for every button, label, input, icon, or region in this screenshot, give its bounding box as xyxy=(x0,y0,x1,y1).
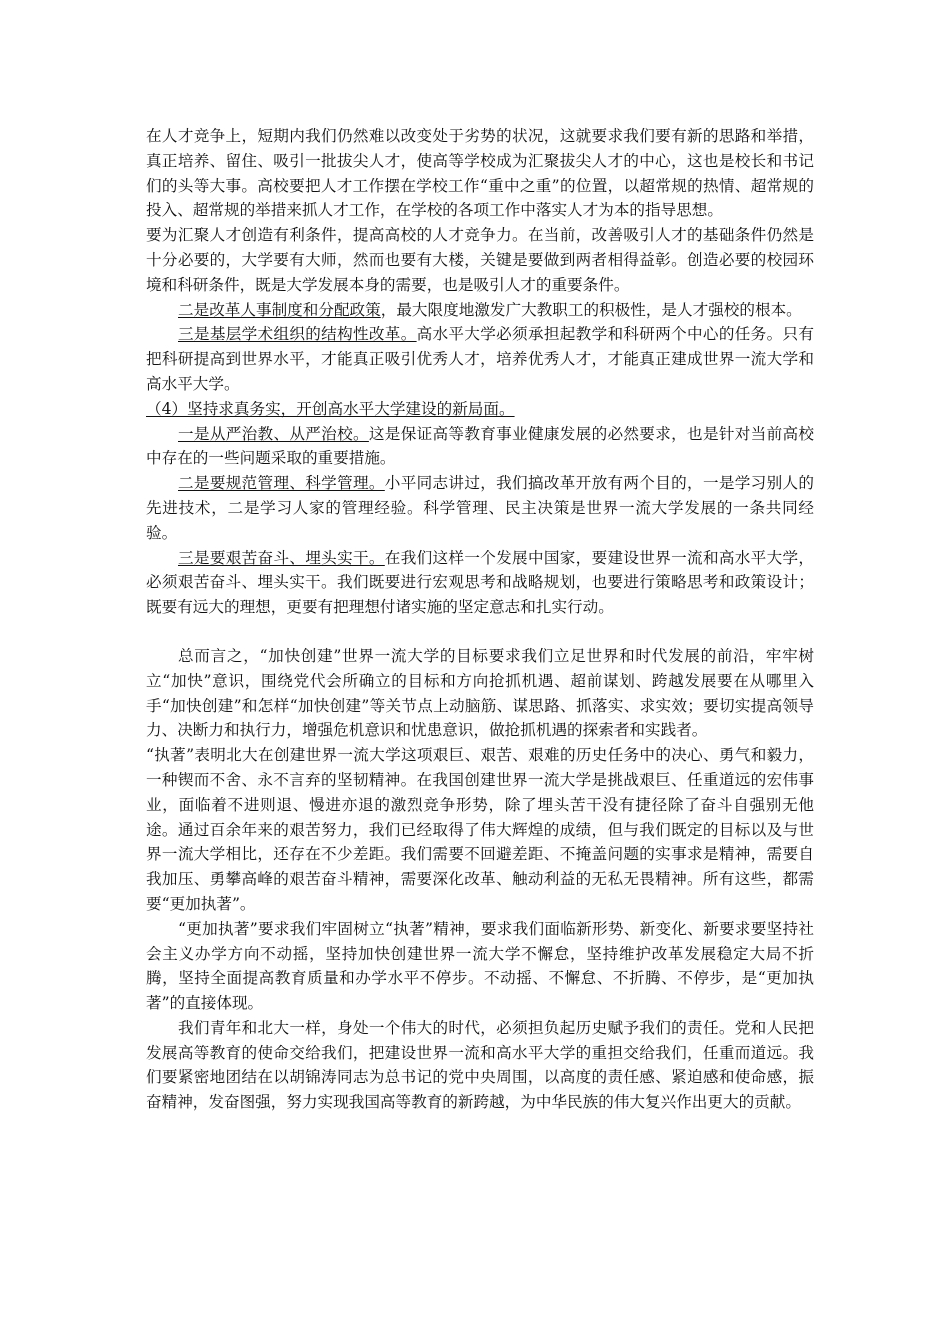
heading-seek-truth: （4）坚持求真务实，开创高水平大学建设的新局面。 xyxy=(146,399,515,418)
paragraph-youth-responsibility: 我们青年和北大一样，身处一个伟大的时代，必须担负起历史赋予我们的责任。党和人民把发展高等教育的使命交给我们，把建设世界一流和高水平大学的重担交给我们，任重而道远。我们要紧密地团结在以胡锦涛同志为总书记的党中央周围，以高度的责任感、紧迫感和使命感，振奋精神，发奋图强，努力实现我国高等教育的新跨越，为中华民族的伟大复兴作出更大的贡献。 xyxy=(146,1018,814,1112)
paragraph-more-persistence: “更加执著”要求我们牢固树立“执著”精神，要求我们面临新形势、新变化、新要求要坚持社会主义办学方向不动摇，坚持加快创建世界一流大学不懈怠，坚持维护改革发展稳定大局不折腾，坚持全面提高教育质量和办学水平不停步。不动摇、不懈怠、不折腾、不停步，是“更加执著”的直接体现。 xyxy=(146,919,814,1013)
paragraph-text: 在我们这样一个发展中国家，要建设世界一流和高水平大学，必须艰苦奋斗、埋头实干。我们既要进行宏观思考和战略规划，也要进行策略思考和政策设计；既要有远大的理想，更要有把理想付诸实施的坚定意志和扎实行动。 xyxy=(146,548,814,617)
paragraph-personnel-reform xyxy=(146,298,814,323)
paragraph-hard-work xyxy=(146,546,814,620)
paragraph-academic-reform xyxy=(146,322,814,396)
paragraph-text: 高水平大学必须承担起教学和科研两个中心的任务。只有把科研提高到世界水平，才能真正吸引优秀人才，培养优秀人才，才能真正建成世界一流大学和高水平大学。 xyxy=(146,325,814,393)
paragraph-text: ，最大限度地激发广大教职工的积极性，是人才强校的根本。 xyxy=(380,300,802,319)
heading-academic-reform: 三是基层学术组织的结构性改革。 xyxy=(178,325,417,344)
paragraph-text: 这是保证高等教育事业健康发展的必然要求，也是针对当前高校中存在的一些问题采取的重要措施。 xyxy=(146,424,814,468)
paragraph-scientific-management xyxy=(146,471,814,545)
heading-hard-work: 三是要艰苦奋斗、埋头实干。 xyxy=(178,548,385,567)
heading-scientific-management: 二是要规范管理、科学管理。 xyxy=(178,474,385,493)
heading-personnel-reform: 二是改革人事制度和分配政策 xyxy=(178,300,381,319)
blank-line xyxy=(146,620,814,644)
paragraph-text: 小平同志讲过，我们搞改革开放有两个目的，一是学习别人的先进技术，二是学习人家的管理经验。科学管理、民主决策是世界一流大学发展的一条共同经验。 xyxy=(146,474,814,542)
heading-strict-governance: 一是从严治教、从严治校。 xyxy=(178,424,369,443)
paragraph-summary: 总而言之，“加快创建”世界一流大学的目标要求我们立足世界和时代发展的前沿，牢牢树立“加快”意识，围绕党代会所确立的目标和方向抢抓机遇、超前谋划、跨越发展要在从哪里入手“加快创建”和怎样“加快创建”等关节点上动脑筋、谋思路、抓落实、求实效；要切实提高领导力、决断力和执行力，增强危机意识和忧患意识，做抢抓机遇的探索者和实践者。 xyxy=(146,646,814,740)
section-heading-4 xyxy=(146,397,814,422)
paragraph-talent-conditions: 要为汇聚人才创造有利条件，提高高校的人才竞争力。在当前，改善吸引人才的基础条件仍然是十分必要的，大学要有大师，然而也要有大楼，关键是要做到两者相得益彰。创造必要的校园环境和科研条件，既是大学发展本身的需要，也是吸引人才的重要条件。 xyxy=(146,226,814,294)
paragraph-strict-governance xyxy=(146,422,814,472)
paragraph-talent-competition: 在人才竞争上，短期内我们仍然难以改变处于劣势的状况，这就要求我们要有新的思路和举措，真正培养、留住、吸引一批拔尖人才，使高等学校成为汇聚拔尖人才的中心，这也是校长和书记们的头等大事。高校要把人才工作摆在学校工作“重中之重”的位置，以超常规的热情、超常规的投入、超常规的举措来抓人才工作，在学校的各项工作中落实人才为本的指导思想。 xyxy=(146,127,814,220)
paragraph-persistence: “执著”表明北大在创建世界一流大学这项艰巨、艰苦、艰难的历史任务中的决心、勇气和毅力，一种锲而不舍、永不言弃的坚韧精神。在我国创建世界一流大学是挑战艰巨、任重道远的宏伟事业，面临着不进则退、慢进亦退的激烈竞争形势，除了埋头苦干没有捷径除了奋斗自强别无他途。通过百余年来的艰苦努力，我们已经取得了伟大辉煌的成绩，但与我们既定的目标以及与世界一流大学相比，还存在不少差距。我们需要不回避差距、不掩盖问题的实事求是精神，需要自我加压、勇攀高峰的艰苦奋斗精神，需要深化改革、触动利益的无私无畏精神。所有这些，都需要“更加执著”。 xyxy=(146,746,814,913)
document-body xyxy=(146,124,814,1115)
